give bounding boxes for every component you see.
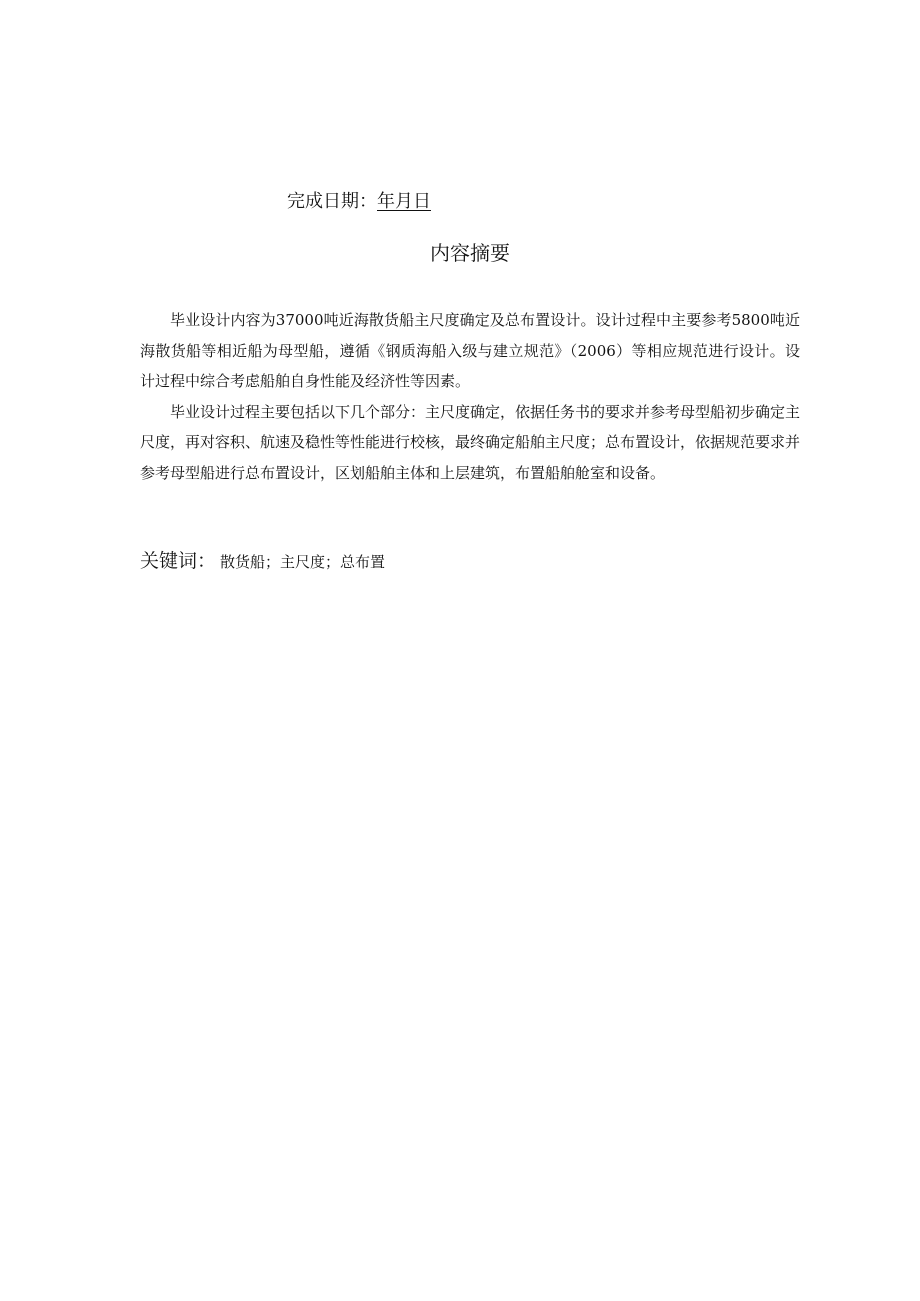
completion-date-value: 年月日 <box>377 191 431 212</box>
keywords-value: 散货船；主尺度；总布置 <box>220 553 386 571</box>
completion-date <box>287 189 431 215</box>
abstract-body <box>140 305 800 488</box>
abstract-title: 内容摘要 <box>430 241 510 265</box>
abstract-paragraph-1: 毕业设计内容为37000吨近海散货船主尺度确定及总布置设计。设计过程中主要参考5800吨近海散货船等相近船为母型船，遵循《钢质海船入级与建立规范》（2006）等相应规范进行设计。设计过程中综合考虑船舶自身性能及经济性等因素。 <box>140 311 800 390</box>
abstract-paragraph-2: 毕业设计过程主要包括以下几个部分：主尺度确定，依据任务书的要求并参考母型船初步确定主尺度，再对容积、航速及稳性等性能进行校核，最终确定船舶主尺度；总布置设计，依据规范要求并参考母型船进行总布置设计，区划船舶主体和上层建筑，布置船舶舱室和设备。 <box>140 402 801 482</box>
keywords <box>140 546 385 577</box>
keywords-label: 关键词： <box>140 550 217 572</box>
completion-date-label: 完成日期： <box>287 191 377 212</box>
